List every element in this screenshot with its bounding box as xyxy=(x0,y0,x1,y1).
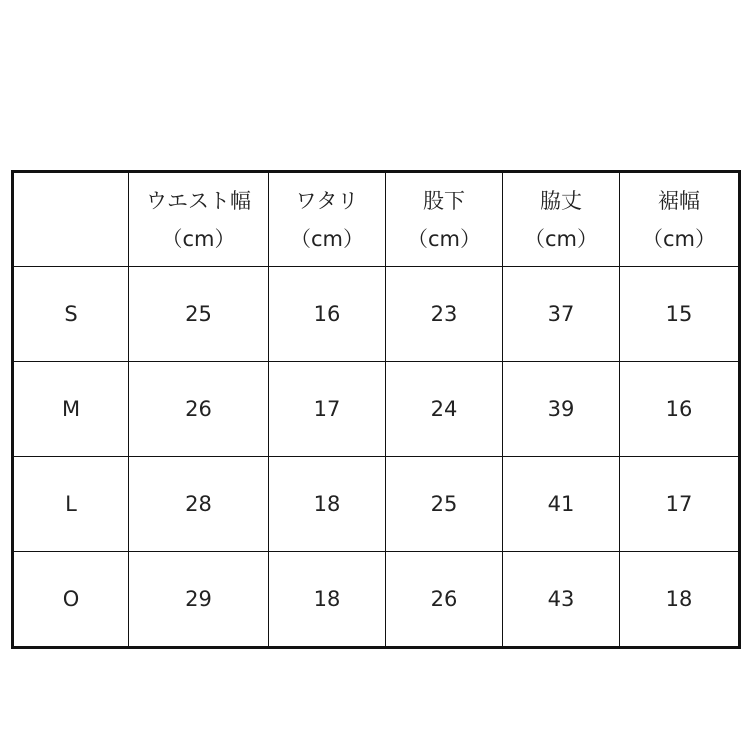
header-cell-outseam xyxy=(503,172,620,267)
table-cell: 17 xyxy=(269,362,386,457)
header-cell-thigh xyxy=(269,172,386,267)
size-label: O xyxy=(13,552,129,648)
table-cell: 18 xyxy=(269,457,386,552)
table-cell: 29 xyxy=(129,552,269,648)
size-label: M xyxy=(13,362,129,457)
header-label: ウエスト幅 xyxy=(146,188,251,213)
table-cell: 26 xyxy=(386,552,503,648)
header-label: ワタリ xyxy=(295,188,359,213)
header-row xyxy=(13,172,740,267)
table-cell: 16 xyxy=(620,362,740,457)
corner-cell xyxy=(13,172,129,267)
header-label: 股下 xyxy=(423,188,465,213)
header-unit: （cm） xyxy=(523,226,598,251)
header-unit: （cm） xyxy=(161,226,236,251)
table-row-s xyxy=(13,267,740,362)
table-cell: 26 xyxy=(129,362,269,457)
table-cell: 41 xyxy=(503,457,620,552)
table-cell: 15 xyxy=(620,267,740,362)
table-cell: 16 xyxy=(269,267,386,362)
header-label: 裾幅 xyxy=(658,188,700,213)
header-cell-hem xyxy=(620,172,740,267)
size-label: S xyxy=(13,267,129,362)
table-cell: 28 xyxy=(129,457,269,552)
table-cell: 18 xyxy=(620,552,740,648)
table-cell: 43 xyxy=(503,552,620,648)
header-unit: （cm） xyxy=(406,226,481,251)
header-cell-inseam xyxy=(386,172,503,267)
table-cell: 17 xyxy=(620,457,740,552)
header-cell-waist xyxy=(129,172,269,267)
table-cell: 37 xyxy=(503,267,620,362)
size-label: L xyxy=(13,457,129,552)
header-unit: （cm） xyxy=(289,226,364,251)
header-label: 脇丈 xyxy=(540,188,582,213)
header-unit: （cm） xyxy=(641,226,716,251)
size-chart-table xyxy=(11,170,741,649)
table-cell: 18 xyxy=(269,552,386,648)
table-cell: 23 xyxy=(386,267,503,362)
table-row-l xyxy=(13,457,740,552)
table-cell: 24 xyxy=(386,362,503,457)
table-cell: 39 xyxy=(503,362,620,457)
table-row-o xyxy=(13,552,740,648)
table-row-m xyxy=(13,362,740,457)
table-cell: 25 xyxy=(129,267,269,362)
table-cell: 25 xyxy=(386,457,503,552)
